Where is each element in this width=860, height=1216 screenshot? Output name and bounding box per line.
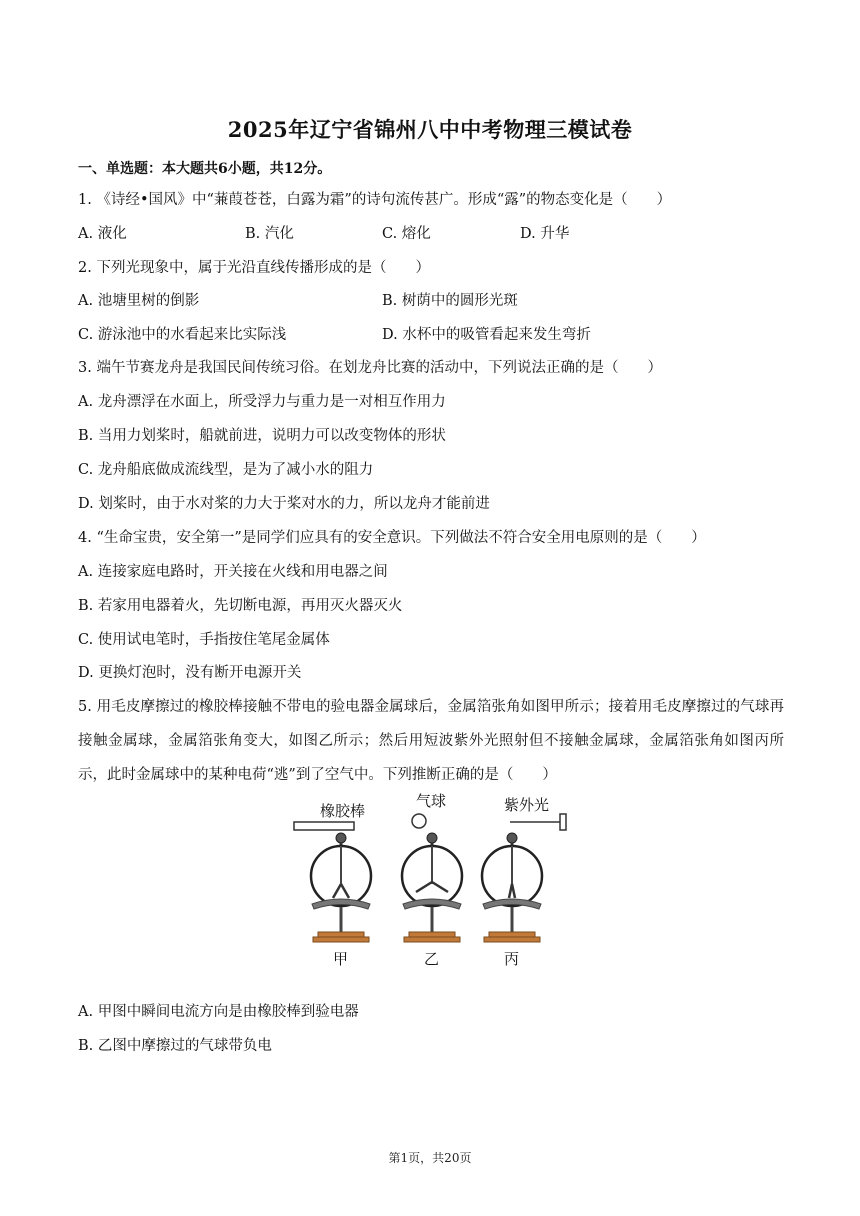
question-2-stem: 2. 下列光现象中，属于光沿直线传播形成的是（ ） [78,260,430,276]
question-2-option-c: C. 游泳池中的水看起来比实际浅 [78,327,287,343]
question-3-option-a: A. 龙舟漂浮在水面上，所受浮力与重力是一对相互作用力 [78,394,446,410]
question-1-option-d: D. 升华 [520,226,570,242]
electroscope-bing [482,814,566,942]
electroscope-yi [402,814,462,942]
question-3-stem: 3. 端午节赛龙舟是我国民间传统习俗。在划龙舟比赛的活动中，下列说法正确的是（ ） [78,360,662,376]
label-jia: 甲 [333,950,349,968]
label-balloon: 气球 [416,792,447,810]
electroscope-jia [294,822,371,942]
balloon [412,814,426,828]
question-1-option-c: C. 熔化 [382,226,431,242]
metal-ball [427,833,437,843]
question-2-option-b: B. 树荫中的圆形光斑 [382,293,518,309]
question-5-stem: 5. 用毛皮摩擦过的橡胶棒接触不带电的验电器金属球后，金属箔张角如图甲所示；接着用毛皮摩擦过的气球再接触金属球，金属箔张角变大，如图乙所示；然后用短波紫外光照射但不接触金属球，金属箔张角如图丙所示，此时金属球中的某种电荷“逃”到了空气中。下列推断正确的是（ ） [78,699,784,783]
rubber-rod [294,822,354,830]
label-yi: 乙 [424,950,440,968]
question-1-option-b: B. 汽化 [245,226,294,242]
label-bing: 丙 [504,950,520,968]
question-3-option-b: B. 当用力划桨时，船就前进，说明力可以改变物体的形状 [78,428,446,444]
question-3-option-d: D. 划桨时，由于水对桨的力大于桨对水的力，所以龙舟才能前进 [78,496,490,512]
question-1-option-a: A. 液化 [78,226,127,242]
label-uv-light: 紫外光 [504,796,550,814]
question-5-option-b: B. 乙图中摩擦过的气球带负电 [78,1038,272,1054]
question-4-option-c: C. 使用试电笔时，手指按住笔尾金属体 [78,632,330,648]
page-title: 2025年辽宁省锦州八中中考物理三模试卷 [227,117,633,142]
question-1-stem: 1. 《诗经•国风》中“蒹葭苍苍，白露为霜”的诗句流传甚广。形成“露”的物态变化是（ ） [78,192,672,208]
section-header: 一、单选题：本大题共6小题，共12分。 [78,161,332,177]
label-rubber-rod: 橡胶棒 [320,802,366,820]
page-footer: 第1页，共20页 [388,1151,472,1165]
question-5-option-a: A. 甲图中瞬间电流方向是由橡胶棒到验电器 [78,1004,359,1020]
question-2-option-a: A. 池塘里树的倒影 [78,293,200,309]
question-4-option-d: D. 更换灯泡时，没有断开电源开关 [78,665,302,681]
question-4-option-b: B. 若家用电器着火，先切断电源，再用灭火器灭火 [78,598,403,614]
question-4-option-a: A. 连接家庭电路时，开关接在火线和用电器之间 [78,564,388,580]
metal-ball [507,833,517,843]
question-4-stem: 4. “生命宝贵，安全第一”是同学们应具有的安全意识。下列做法不符合安全用电原则的是（ ） [78,530,706,546]
electroscope-figure [290,786,580,974]
question-3-option-c: C. 龙舟船底做成流线型，是为了减小水的阻力 [78,462,374,478]
question-2-option-d: D. 水杯中的吸管看起来发生弯折 [382,327,591,343]
metal-ball [336,833,346,843]
